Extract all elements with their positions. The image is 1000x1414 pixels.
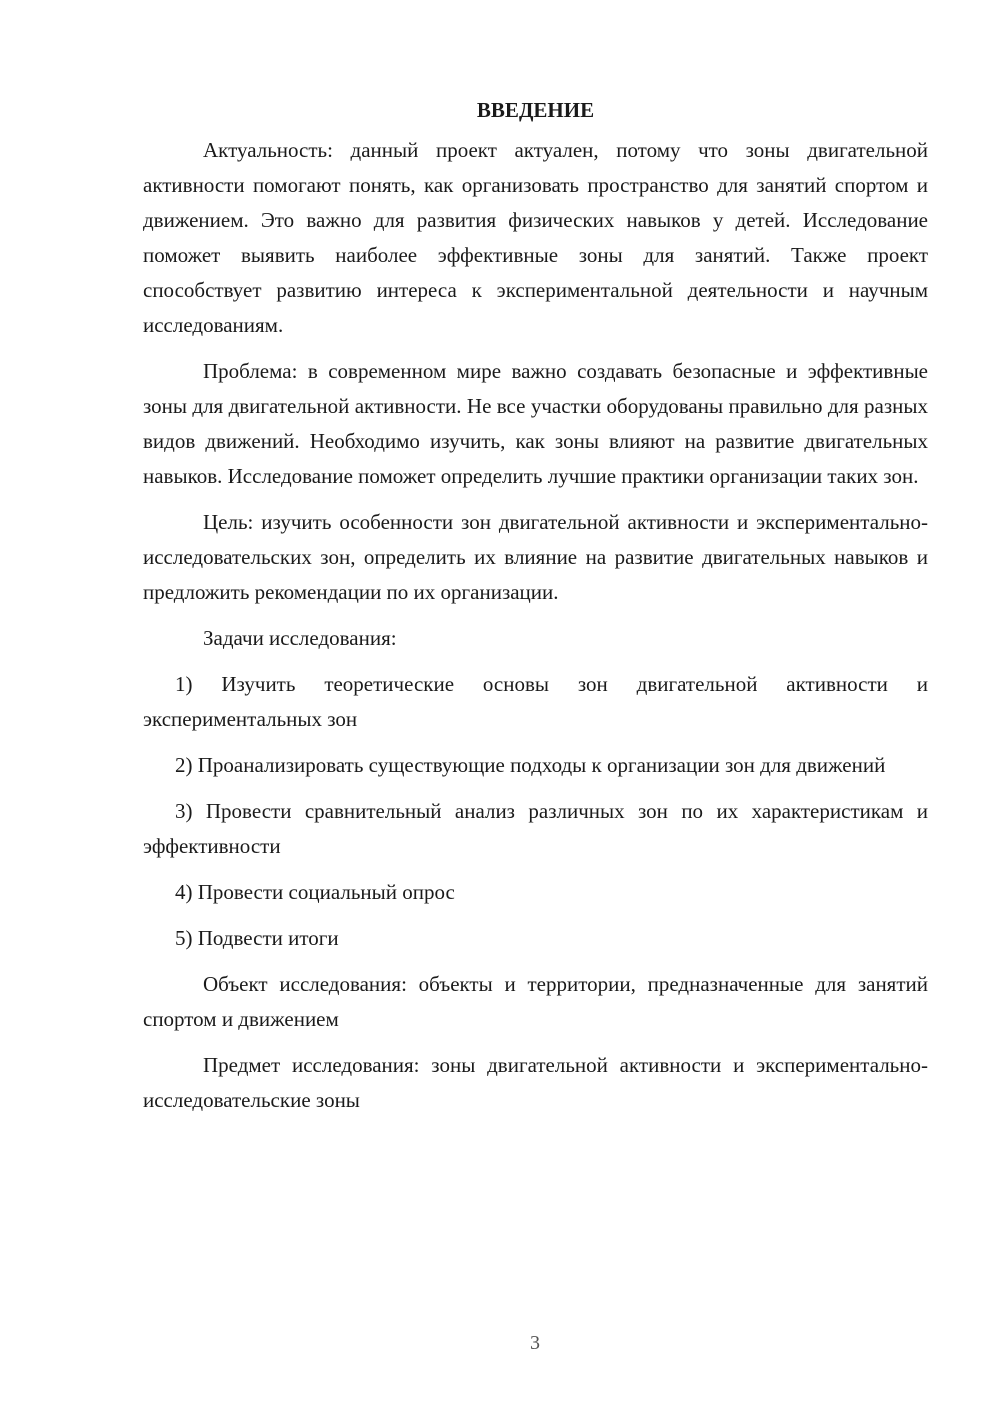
list-item: 3) Провести сравнительный анализ различных зон по их характеристикам и эффективности: [143, 799, 928, 858]
page-number: 3: [530, 1332, 540, 1354]
tasks-list: [143, 667, 928, 956]
list-item: 2) Проанализировать существующие подходы к организации зон для движений: [175, 753, 886, 777]
list-item: 1) Изучить теоретические основы зон двигательной активности и экспериментальных зон: [143, 672, 928, 731]
document-page: [143, 95, 928, 1129]
relevance-paragraph: Актуальность: данный проект актуален, потому что зоны двигательной активности помогают понять, как организовать пространство для занятий спортом и движением. Это важно для развития физических навыков у детей. Исследование поможет выявить наиболее эффективные зоны для занятий. Также проект способствует развитию интереса к экспериментальной деятельности и научным исследованиям.: [143, 138, 928, 337]
tasks-heading: Задачи исследования:: [203, 626, 397, 650]
goal-paragraph: Цель: изучить особенности зон двигательной активности и экспериментально-исследовательских зон, определить их влияние на развитие двигательных навыков и предложить рекомендации по их организации.: [143, 510, 928, 604]
subject-paragraph: Предмет исследования: зоны двигательной активности и экспериментально-исследовательские зоны: [143, 1053, 928, 1112]
object-paragraph: Объект исследования: объекты и территории, предназначенные для занятий спортом и движением: [143, 972, 928, 1031]
list-item: 4) Провести социальный опрос: [175, 880, 455, 904]
page-title: ВВЕДЕНИЕ: [476, 98, 595, 122]
problem-paragraph: Проблема: в современном мире важно создавать безопасные и эффективные зоны для двигательной активности. Не все участки оборудованы правильно для разных видов движений. Необходимо изучить, как зоны влияют на развитие двигательных навыков. Исследование поможет определить лучшие практики организации таких зон.: [143, 359, 928, 488]
list-item: 5) Подвести итоги: [175, 926, 339, 950]
